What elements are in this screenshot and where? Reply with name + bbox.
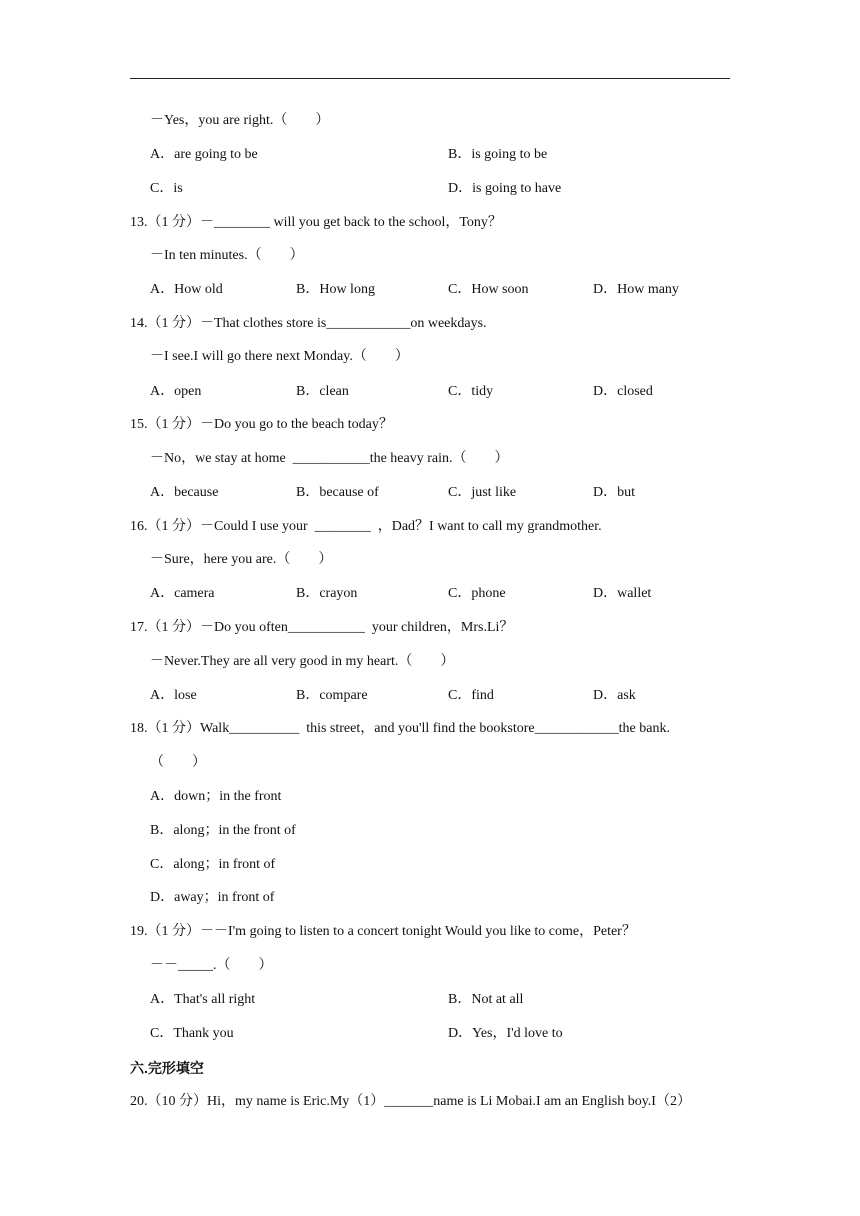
header-rule <box>130 78 730 79</box>
q15-option-b[interactable]: B．because of <box>296 485 379 500</box>
q20-stem: 20.（10 分）Hi，my name is Eric.My（1）_______name is Li Mobai.I am an English boy.I（2） <box>130 1094 691 1109</box>
q12-option-a[interactable]: A．are going to be <box>150 147 258 162</box>
section-heading: 六.完形填空 <box>130 1060 204 1076</box>
q17-option-c[interactable]: C．find <box>448 688 494 703</box>
q18-option-a[interactable]: A．down；in the front <box>150 789 282 804</box>
q15-option-a[interactable]: A．because <box>150 485 219 500</box>
q16-option-b[interactable]: B．crayon <box>296 586 358 601</box>
q19-option-c[interactable]: C．Thank you <box>150 1026 234 1041</box>
q18-option-c[interactable]: C．along；in front of <box>150 857 276 872</box>
q19-response: －－_____.（ ） <box>150 958 273 973</box>
q18-stem: 18.（1 分）Walk__________ this street，and you'll find the bookstore____________the bank. <box>130 721 670 736</box>
q19-option-a[interactable]: A．That's all right <box>150 992 256 1007</box>
q18-option-b[interactable]: B．along；in the front of <box>150 823 296 838</box>
q17-response: －Never.They are all very good in my heart.（ ） <box>150 654 455 669</box>
q16-option-d[interactable]: D．wallet <box>593 586 652 601</box>
q14-option-c[interactable]: C．tidy <box>448 384 494 399</box>
q14-option-b[interactable]: B．clean <box>296 384 349 399</box>
q13-option-a[interactable]: A．How old <box>150 282 223 297</box>
q17-option-a[interactable]: A．lose <box>150 688 197 703</box>
q18-option-d[interactable]: D．away；in front of <box>150 890 275 905</box>
q13-stem: 13.（1 分）－________ will you get back to the school，Tony？ <box>130 215 502 230</box>
q16-response: －Sure，here you are.（ ） <box>150 552 333 567</box>
q14-option-d[interactable]: D．closed <box>593 384 653 399</box>
q13-option-d[interactable]: D．How many <box>593 282 679 297</box>
q13-option-c[interactable]: C．How soon <box>448 282 529 297</box>
q19-option-b[interactable]: B．Not at all <box>448 992 524 1007</box>
q17-stem: 17.（1 分）－Do you often___________ your children，Mrs.Li？ <box>130 620 514 635</box>
q12-option-d[interactable]: D．is going to have <box>448 181 562 196</box>
q17-option-d[interactable]: D．ask <box>593 688 636 703</box>
q15-option-c[interactable]: C．just like <box>448 485 517 500</box>
q12-option-c[interactable]: C．is <box>150 181 183 196</box>
q18-response: （ ） <box>150 755 206 770</box>
q19-stem: 19.（1 分）－－I'm going to listen to a concert tonight Would you like to come，Peter？ <box>130 924 636 939</box>
q16-option-a[interactable]: A．camera <box>150 586 215 601</box>
q13-response: －In ten minutes.（ ） <box>150 248 304 263</box>
q14-stem: 14.（1 分）－That clothes store is____________on weekdays. <box>130 316 487 331</box>
q14-option-a[interactable]: A．open <box>150 384 202 399</box>
q19-option-d[interactable]: D．Yes，I'd love to <box>448 1026 563 1041</box>
q16-stem: 16.（1 分）－Could I use your ________ ，Dad？I want to call my grandmother. <box>130 519 602 534</box>
q15-response: －No，we stay at home ___________the heavy rain.（ ） <box>150 451 509 466</box>
q12-response: －Yes，you are right.（ ） <box>150 113 330 128</box>
q16-option-c[interactable]: C．phone <box>448 586 506 601</box>
q15-option-d[interactable]: D．but <box>593 485 635 500</box>
q15-stem: 15.（1 分）－Do you go to the beach today？ <box>130 417 393 432</box>
q17-option-b[interactable]: B．compare <box>296 688 368 703</box>
q14-response: －I see.I will go there next Monday.（ ） <box>150 349 409 364</box>
q13-option-b[interactable]: B．How long <box>296 282 375 297</box>
q12-option-b[interactable]: B．is going to be <box>448 147 548 162</box>
